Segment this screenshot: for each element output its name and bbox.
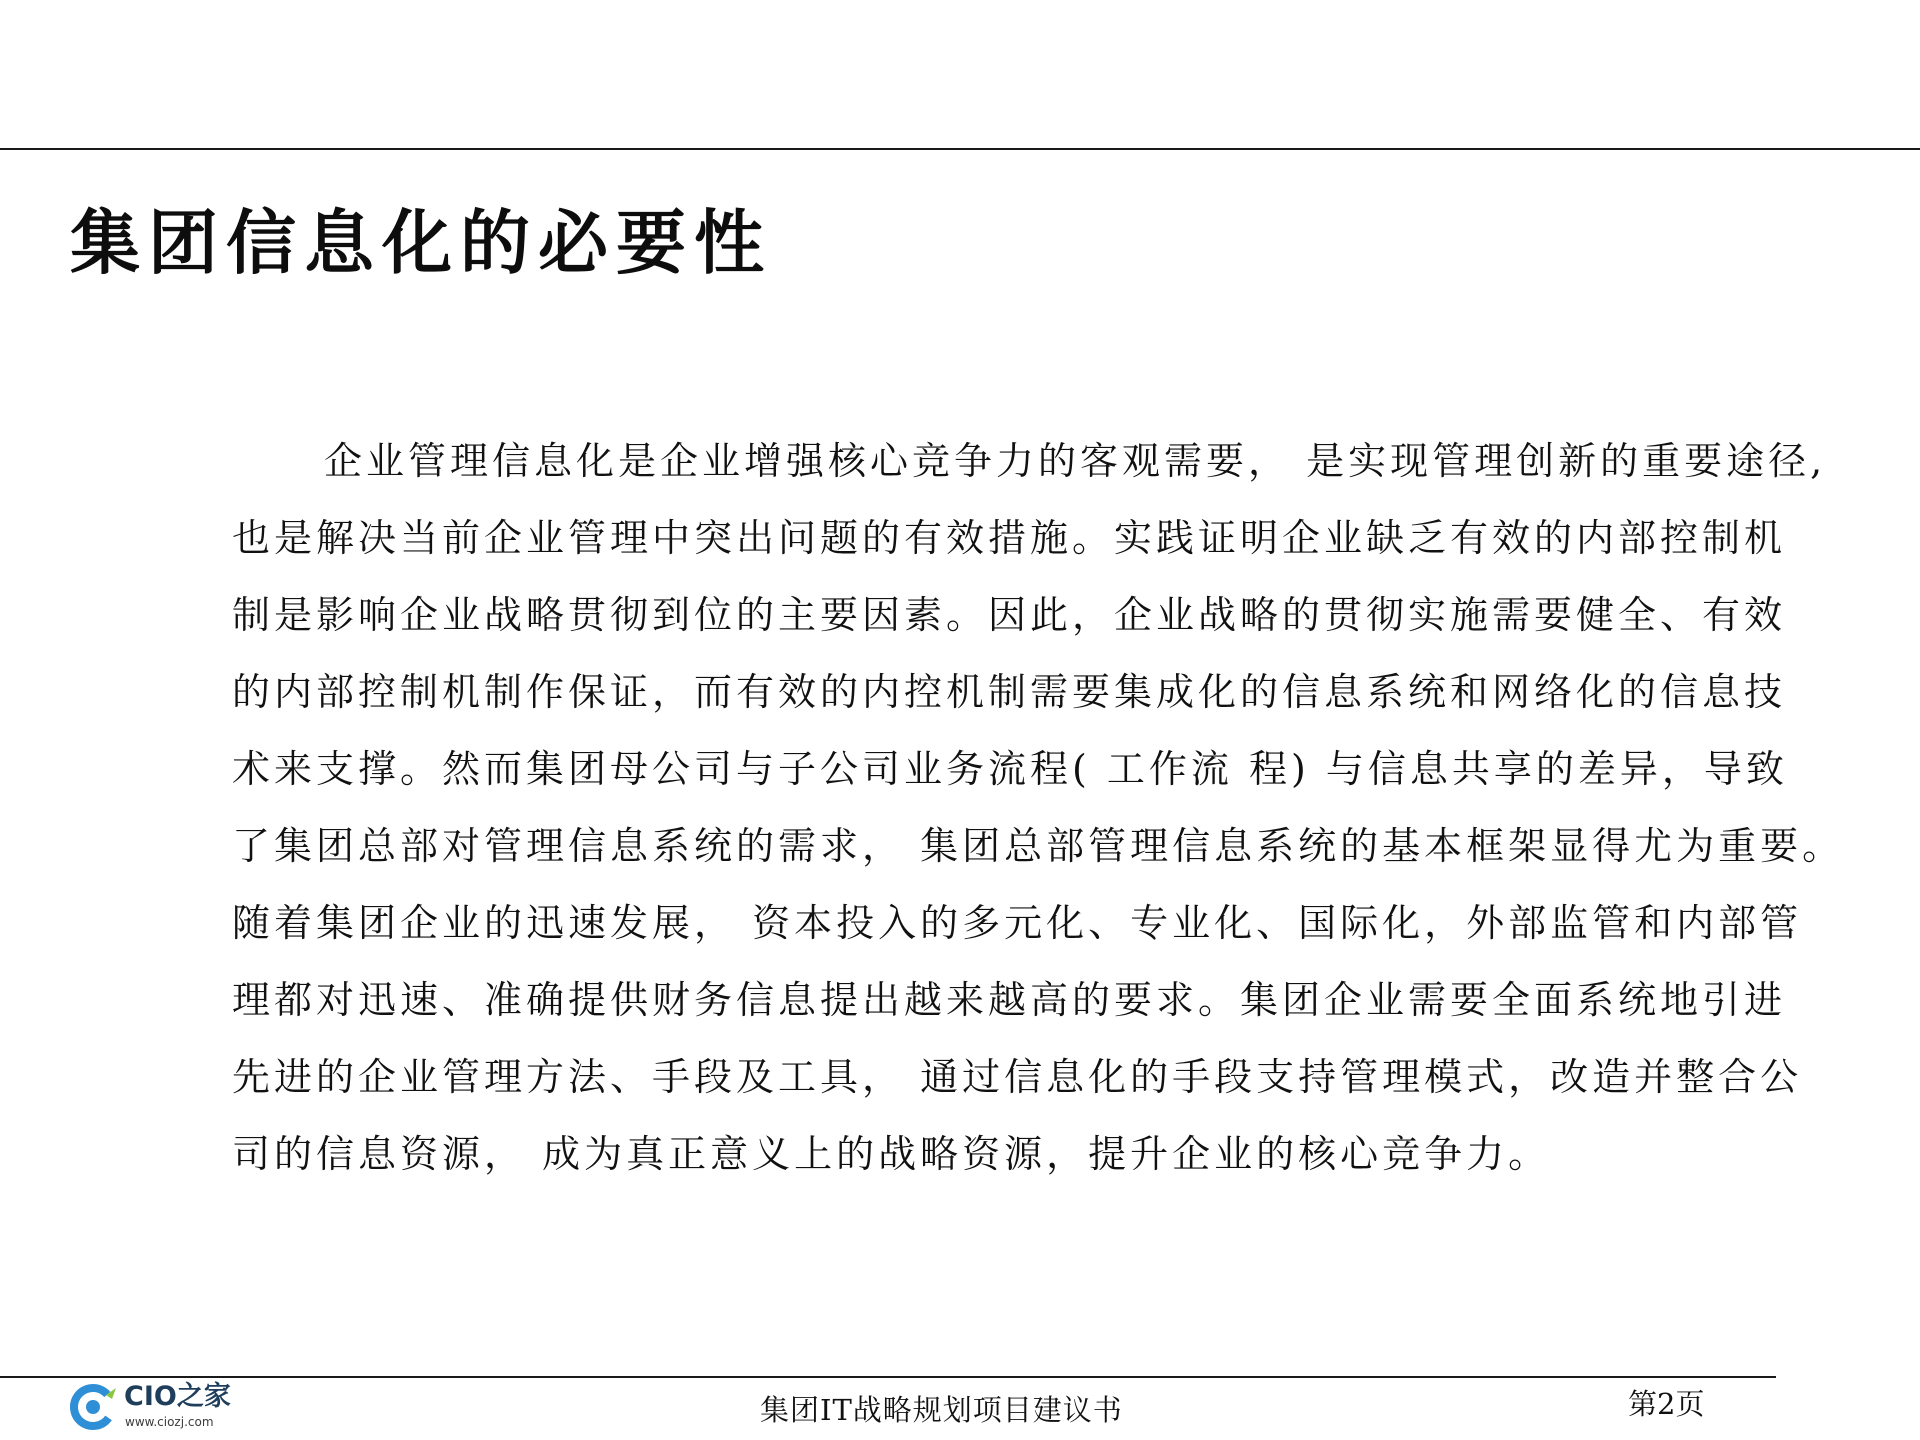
footer-document-title: 集团IT战略规划项目建议书 <box>760 1393 1123 1427</box>
body-line: 随着集团企业的迅速发展， 资本投入的多元化、专业化、国际化，外部监管和内部管 <box>232 901 1803 945</box>
logo-url: www.ciozj.com <box>125 1415 214 1429</box>
slide-title: 集团信息化的必要性 <box>70 202 772 284</box>
body-line: 了集团总部对管理信息系统的需求， 集团总部管理信息系统的基本框架显得尤为重要。 <box>232 824 1845 868</box>
logo-name: CIO之家 <box>124 1381 231 1412</box>
footer-divider <box>0 1376 1776 1378</box>
body-line: 企业管理信息化是企业增强核心竞争力的客观需要， 是实现管理创新的重要途径, <box>324 439 1827 483</box>
cio-logo <box>68 1380 268 1436</box>
header-divider <box>0 148 1920 150</box>
cio-logo-icon <box>68 1382 118 1432</box>
body-line: 术来支撑。然而集团母公司与子公司业务流程( 工作流 程) 与信息共享的差异，导致 <box>232 747 1788 791</box>
page-number: 第2页 <box>1628 1387 1705 1421</box>
body-line: 制是影响企业战略贯彻到位的主要因素。因此，企业战略的贯彻实施需要健全、有效 <box>232 593 1787 637</box>
body-line: 理都对迅速、准确提供财务信息提出越来越高的要求。集团企业需要全面系统地引进 <box>232 978 1787 1022</box>
body-text <box>232 423 1862 1193</box>
body-line: 的内部控制机制作保证，而有效的内控机制需要集成化的信息系统和网络化的信息技 <box>232 670 1787 714</box>
body-line: 司的信息资源， 成为真正意义上的战略资源，提升企业的核心竞争力。 <box>232 1132 1551 1176</box>
body-line: 先进的企业管理方法、手段及工具， 通过信息化的手段支持管理模式，改造并整合公 <box>232 1055 1803 1099</box>
body-line: 也是解决当前企业管理中突出问题的有效措施。实践证明企业缺乏有效的内部控制机 <box>232 516 1787 560</box>
